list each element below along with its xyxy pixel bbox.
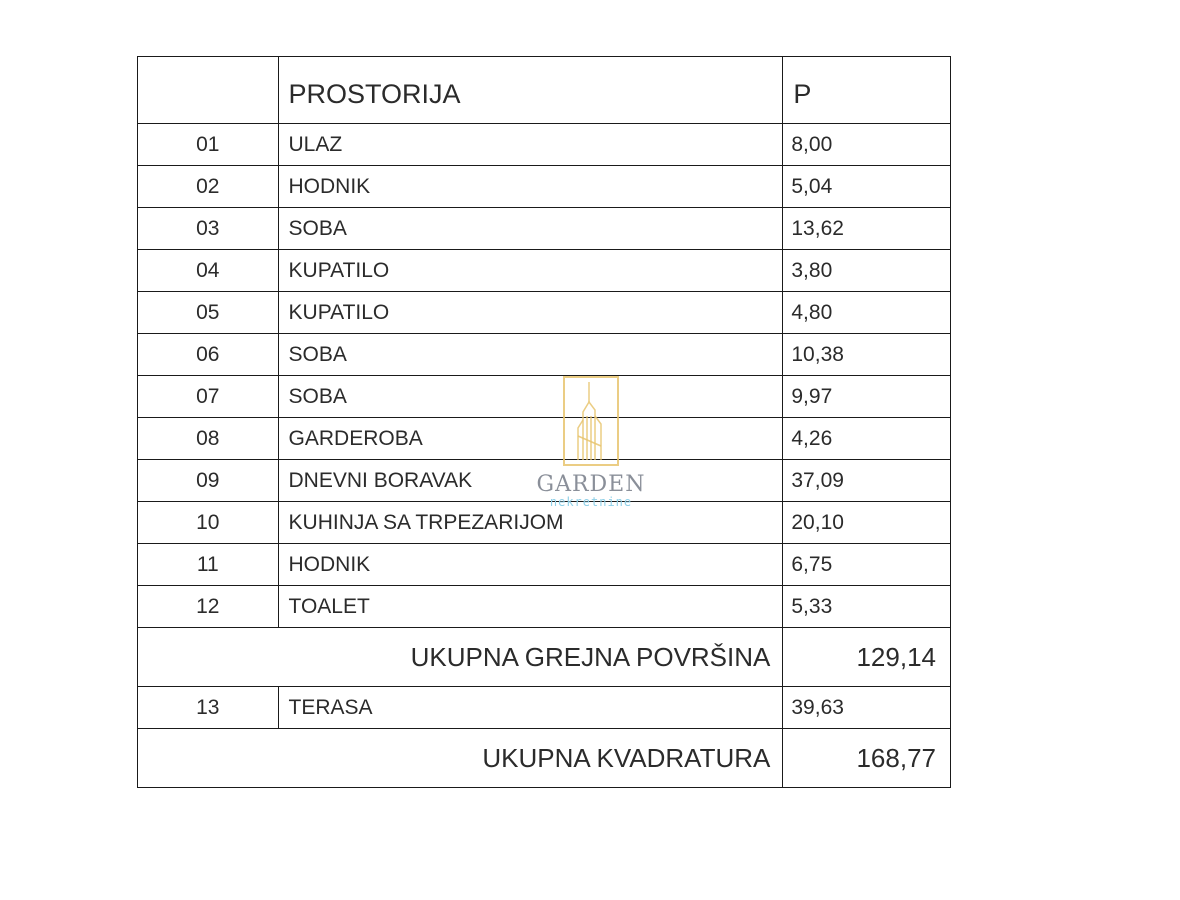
room-area: 6,75 xyxy=(783,544,951,586)
room-number: 05 xyxy=(138,292,279,334)
room-name: SOBA xyxy=(278,208,783,250)
room-number: 11 xyxy=(138,544,279,586)
table-row xyxy=(138,124,951,166)
table-row-terrace xyxy=(138,687,951,729)
room-area: 3,80 xyxy=(783,250,951,292)
room-name: HODNIK xyxy=(278,544,783,586)
room-number: 07 xyxy=(138,376,279,418)
watermark-subtitle: nekretnine xyxy=(549,495,633,509)
room-number: 08 xyxy=(138,418,279,460)
grand-total-value: 168,77 xyxy=(783,729,951,788)
room-area: 20,10 xyxy=(783,502,951,544)
room-number: 01 xyxy=(138,124,279,166)
room-name: KUHINJA SA TRPEZARIJOM xyxy=(278,502,783,544)
grand-total-label: UKUPNA KVADRATURA xyxy=(138,729,783,788)
room-area: 9,97 xyxy=(783,376,951,418)
table-row xyxy=(138,208,951,250)
room-area-table xyxy=(137,56,951,788)
room-name: HODNIK xyxy=(278,166,783,208)
room-area: 5,04 xyxy=(783,166,951,208)
room-area: 8,00 xyxy=(783,124,951,166)
room-name: GARDEROBA xyxy=(278,418,783,460)
table-row xyxy=(138,544,951,586)
room-area: 10,38 xyxy=(783,334,951,376)
table-row xyxy=(138,460,951,502)
room-number: 09 xyxy=(138,460,279,502)
table-row xyxy=(138,292,951,334)
room-number: 04 xyxy=(138,250,279,292)
table-row xyxy=(138,166,951,208)
room-name: KUPATILO xyxy=(278,250,783,292)
table-row xyxy=(138,586,951,628)
table-header-row xyxy=(138,57,951,124)
watermark-brand: GARDEN xyxy=(536,472,646,497)
table-row xyxy=(138,250,951,292)
room-number: 12 xyxy=(138,586,279,628)
room-name: TOALET xyxy=(278,586,783,628)
grand-total-row xyxy=(138,729,951,788)
room-area: 5,33 xyxy=(783,586,951,628)
table-row xyxy=(138,376,951,418)
room-area: 39,63 xyxy=(783,687,951,729)
room-number: 13 xyxy=(138,687,279,729)
header-number xyxy=(138,57,279,124)
room-number: 03 xyxy=(138,208,279,250)
table-row xyxy=(138,418,951,460)
room-name: ULAZ xyxy=(278,124,783,166)
room-number: 02 xyxy=(138,166,279,208)
room-name: KUPATILO xyxy=(278,292,783,334)
room-number: 10 xyxy=(138,502,279,544)
heated-area-total-value: 129,14 xyxy=(783,628,951,687)
room-name: SOBA xyxy=(278,334,783,376)
header-room: PROSTORIJA xyxy=(278,57,783,124)
heated-area-total-label: UKUPNA GREJNA POVRŠINA xyxy=(138,628,783,687)
header-area: P xyxy=(783,57,951,124)
room-area: 4,26 xyxy=(783,418,951,460)
room-area: 37,09 xyxy=(783,460,951,502)
room-area: 4,80 xyxy=(783,292,951,334)
room-name: DNEVNI BORAVAK xyxy=(278,460,783,502)
room-name: TERASA xyxy=(278,687,783,729)
room-area: 13,62 xyxy=(783,208,951,250)
table-row xyxy=(138,502,951,544)
room-number: 06 xyxy=(138,334,279,376)
heated-area-total-row xyxy=(138,628,951,687)
table-row xyxy=(138,334,951,376)
room-name: SOBA xyxy=(278,376,783,418)
